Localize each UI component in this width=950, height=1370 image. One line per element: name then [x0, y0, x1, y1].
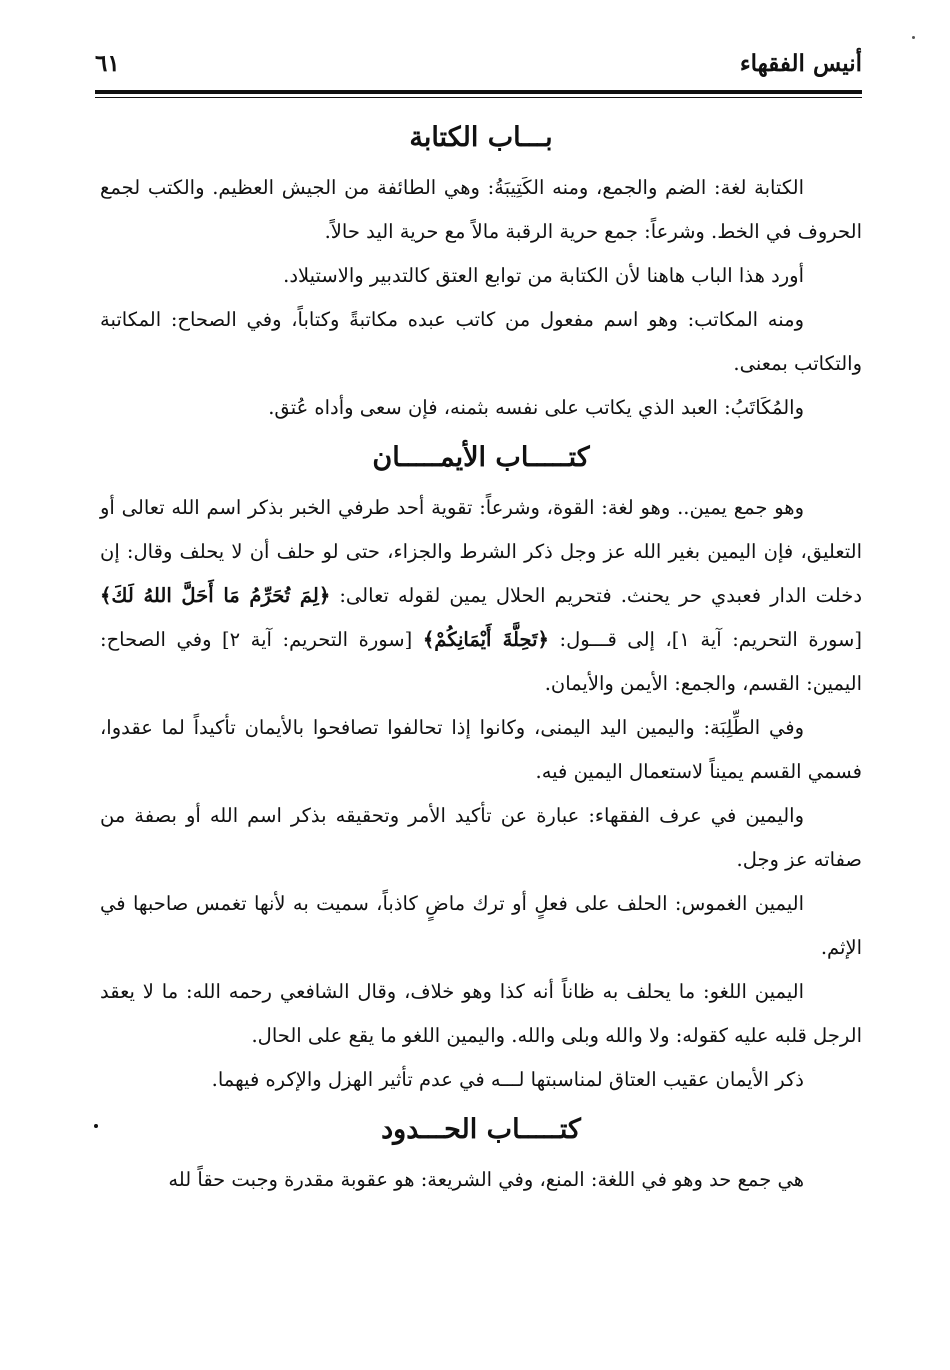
page-number: ٦١ — [95, 50, 120, 77]
text-run: [سورة التحريم: آية ٢] وفي الصحاح: اليمين: القسم، والجمع: الأيمن والأيمان. — [100, 628, 862, 695]
paragraph — [100, 486, 862, 706]
page-header — [95, 44, 862, 86]
quran-quote: ﴿لِمَ تُحَرِّمُ مَا أَحَلَّ اللهُ لَكَ﴾ — [100, 584, 331, 607]
margin-dot — [94, 1124, 98, 1128]
scan-speck — [912, 36, 915, 39]
quran-quote: ﴿تَحِلَّةَ أَيْمَانِكُمْ﴾ — [422, 628, 549, 651]
paragraph: وفي الطِّلِبَة: واليمين اليد اليمنى، وكانوا إذا تحالفوا تصافحوا بالأيمان تأكيداً لما عقدوا، فسمي القسم يميناً لاستعمال اليمين فيه. — [100, 716, 862, 783]
header-rule-thick — [95, 90, 862, 94]
paragraph: أورد هذا الباب هاهنا لأن الكتابة من توابع العتق كالتدبير والاستيلاد. — [283, 264, 804, 287]
paragraph: ومنه المكاتب: وهو اسم مفعول من كاتب عبده مكاتبةً وكتاباً، وفي الصحاح: المكاتبة والتكاتب بمعنى. — [100, 308, 862, 375]
section-title-ayman: كتـــــاب الأيمـــــان — [372, 442, 590, 473]
paragraph: هي جمع حد وهو في اللغة: المنع، وفي الشريعة: هو عقوبة مقدرة وجبت حقاً لله — [168, 1168, 804, 1191]
header-rule-thin — [95, 97, 862, 98]
running-title: أنيس الفقهاء — [739, 50, 862, 77]
paragraph: اليمين الغموس: الحلف على فعلٍ أو ترك ماضٍ كاذباً، سميت به لأنها تغمس صاحبها في الإثم. — [100, 892, 862, 959]
paragraph: والمُكَاتَبُ: العبد الذي يكاتب على نفسه بثمنه، فإن سعى وأداه عُتق. — [268, 396, 804, 419]
paragraph: واليمين في عرف الفقهاء: عبارة عن تأكيد الأمر وتحقيقه بذكر اسم الله أو بصفة من صفاته عز وجل. — [100, 804, 862, 871]
page-body — [100, 108, 862, 1202]
paragraph: الكتابة لغة: الضم والجمع، ومنه الكَتِيبَةُ: وهي الطائفة من الجيش العظيم. والكتب لجمع الحروف في الخط. وشرعاً: جمع حرية الرقبة مالاً مع حرية اليد حالاً. — [100, 176, 862, 243]
section-title-kitaba: بـــاب الكتابة — [409, 122, 553, 153]
section-title-hudud: كتـــــاب الحـــدود — [381, 1114, 581, 1145]
text-run: [سورة التحريم: آية ١]، إلى قـــول: — [559, 628, 862, 651]
text-run: وهو جمع يمين.. وهو لغة: القوة، وشرعاً: تقوية أحد طرفي الخبر بذكر اسم الله تعالى أو التعليق، فإن اليمين بغير الله عز وجل ذكر الشرط والجزاء، حتى لو حلف أن لا يحلف وقال: إن دخلت الدار فعبدي حر يحنث. فتحريم الحلال يمين لقوله تعالى: — [100, 496, 862, 607]
paragraph: ذكر الأيمان عقيب العتاق لمناسبتها لـــه في عدم تأثير الهزل والإكره فيهما. — [211, 1068, 804, 1091]
paragraph: اليمين اللغو: ما يحلف به ظاناً أنه كذا وهو خلاف، وقال الشافعي رحمه الله: ما لا يعقد الرجل قلبه عليه كقوله: ولا والله وبلى والله. واليمين اللغو ما يقع على الحال. — [100, 980, 862, 1047]
